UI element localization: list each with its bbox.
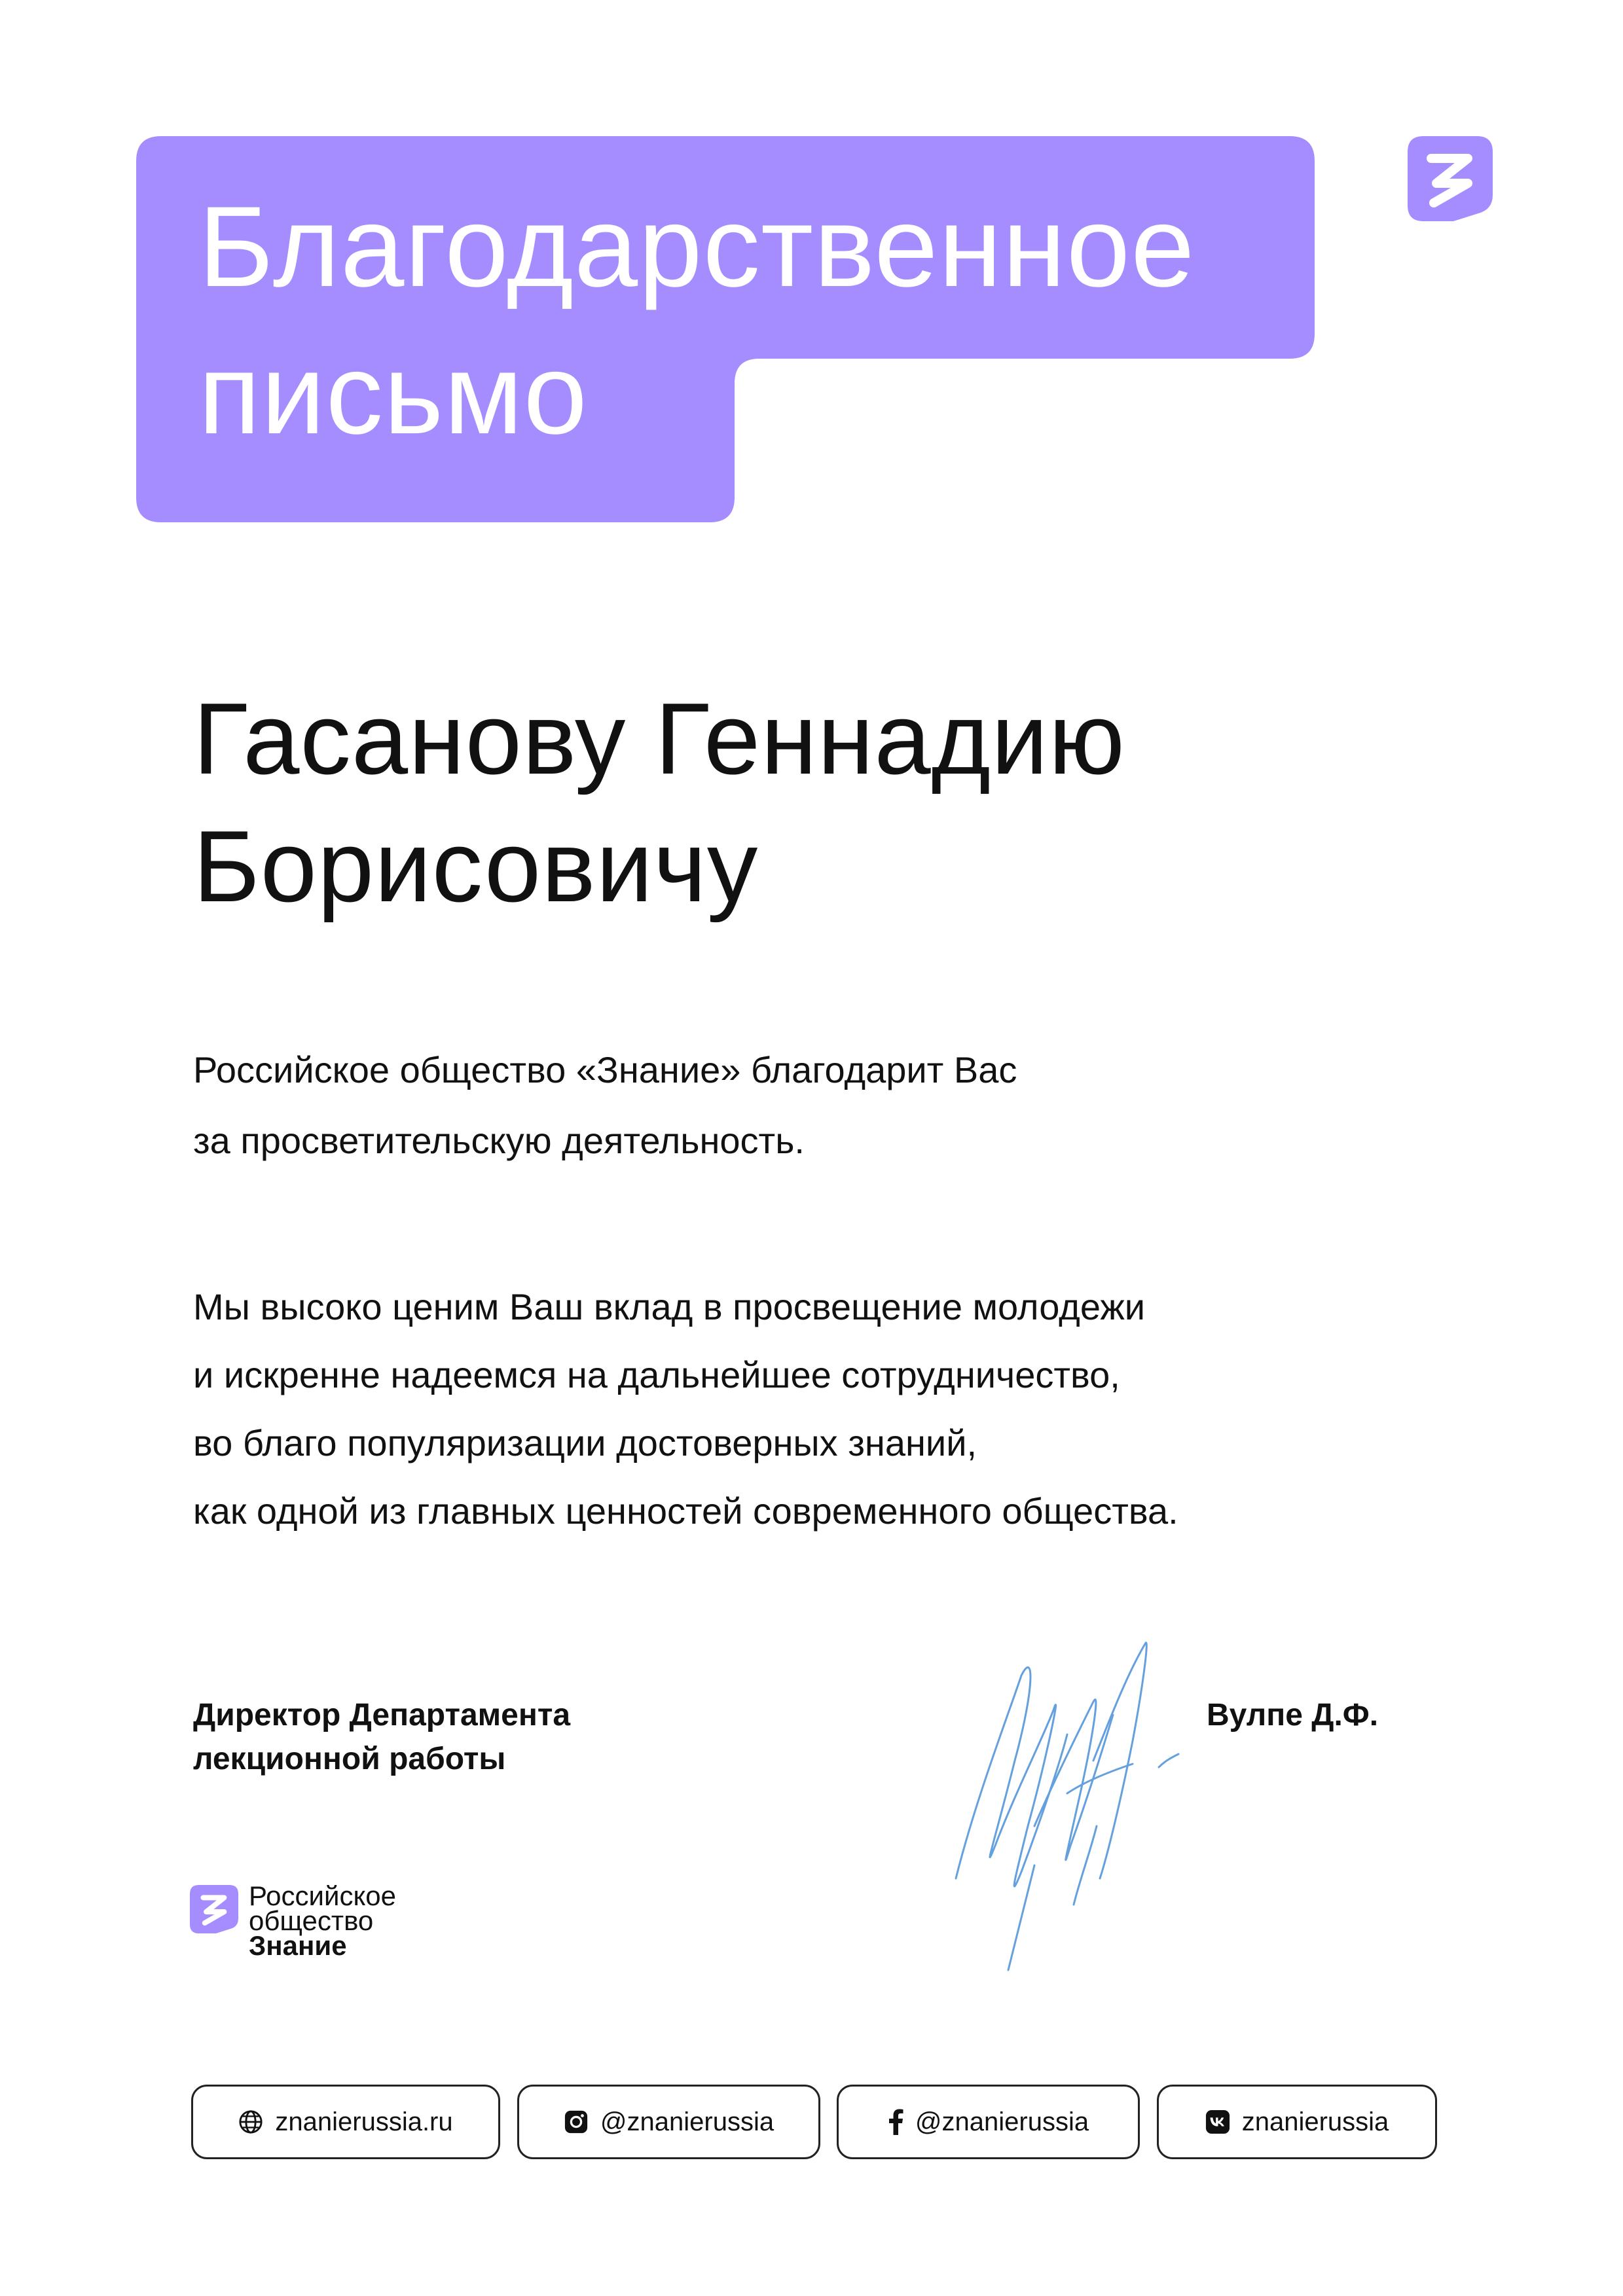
body-text-line: и искренне надеемся на дальнейшее сотрудничество, [193, 1354, 1120, 1395]
page-title-line-1: Благодарственное [198, 183, 1195, 311]
recipient-name-line-2: Борисовичу [193, 810, 759, 923]
brand-name-line-3: Знание [249, 1930, 347, 1961]
title-banner [136, 136, 1315, 522]
vk-link[interactable] [1157, 2085, 1437, 2159]
body-text-line: за просветительскую деятельность. [193, 1120, 805, 1161]
brand-name-line-1: Российское [249, 1880, 397, 1911]
website-link[interactable] [191, 2085, 500, 2159]
recipient-name-line-1: Гасанову Геннадию [193, 682, 1125, 795]
signer-position-line-1: Директор Департамента [193, 1698, 571, 1732]
globe-icon [238, 2109, 263, 2134]
vk-icon [1205, 2109, 1230, 2134]
signer-position-line-2: лекционной работы [193, 1742, 506, 1776]
page-title-line-2: письмо [198, 331, 588, 458]
body-text-line: Мы высоко ценим Ваш вклад в просвещение молодежи [193, 1286, 1146, 1327]
website-link-label: znanierussia.ru [275, 2107, 453, 2136]
signer-name: Вулпе Д.Ф. [1207, 1698, 1379, 1732]
znanie-logo-icon [1408, 136, 1493, 221]
znanie-logo-icon [190, 1885, 238, 1933]
facebook-link-label: @znanierussia [915, 2107, 1089, 2136]
brand-name-line-2: общество [249, 1905, 374, 1936]
body-text-line: как одной из главных ценностей современного общества. [193, 1490, 1178, 1532]
facebook-link[interactable] [837, 2085, 1140, 2159]
vk-link-label: znanierussia [1241, 2107, 1389, 2136]
handwritten-signature [936, 1630, 1198, 1983]
body-text-line: во благо популяризации достоверных знаний, [193, 1422, 977, 1463]
body-text-line: Российское общество «Знание» благодарит Вас [193, 1049, 1017, 1090]
instagram-link[interactable] [517, 2085, 820, 2159]
facebook-icon [888, 2109, 903, 2135]
instagram-link-label: @znanierussia [600, 2107, 775, 2136]
instagram-icon [564, 2109, 589, 2134]
